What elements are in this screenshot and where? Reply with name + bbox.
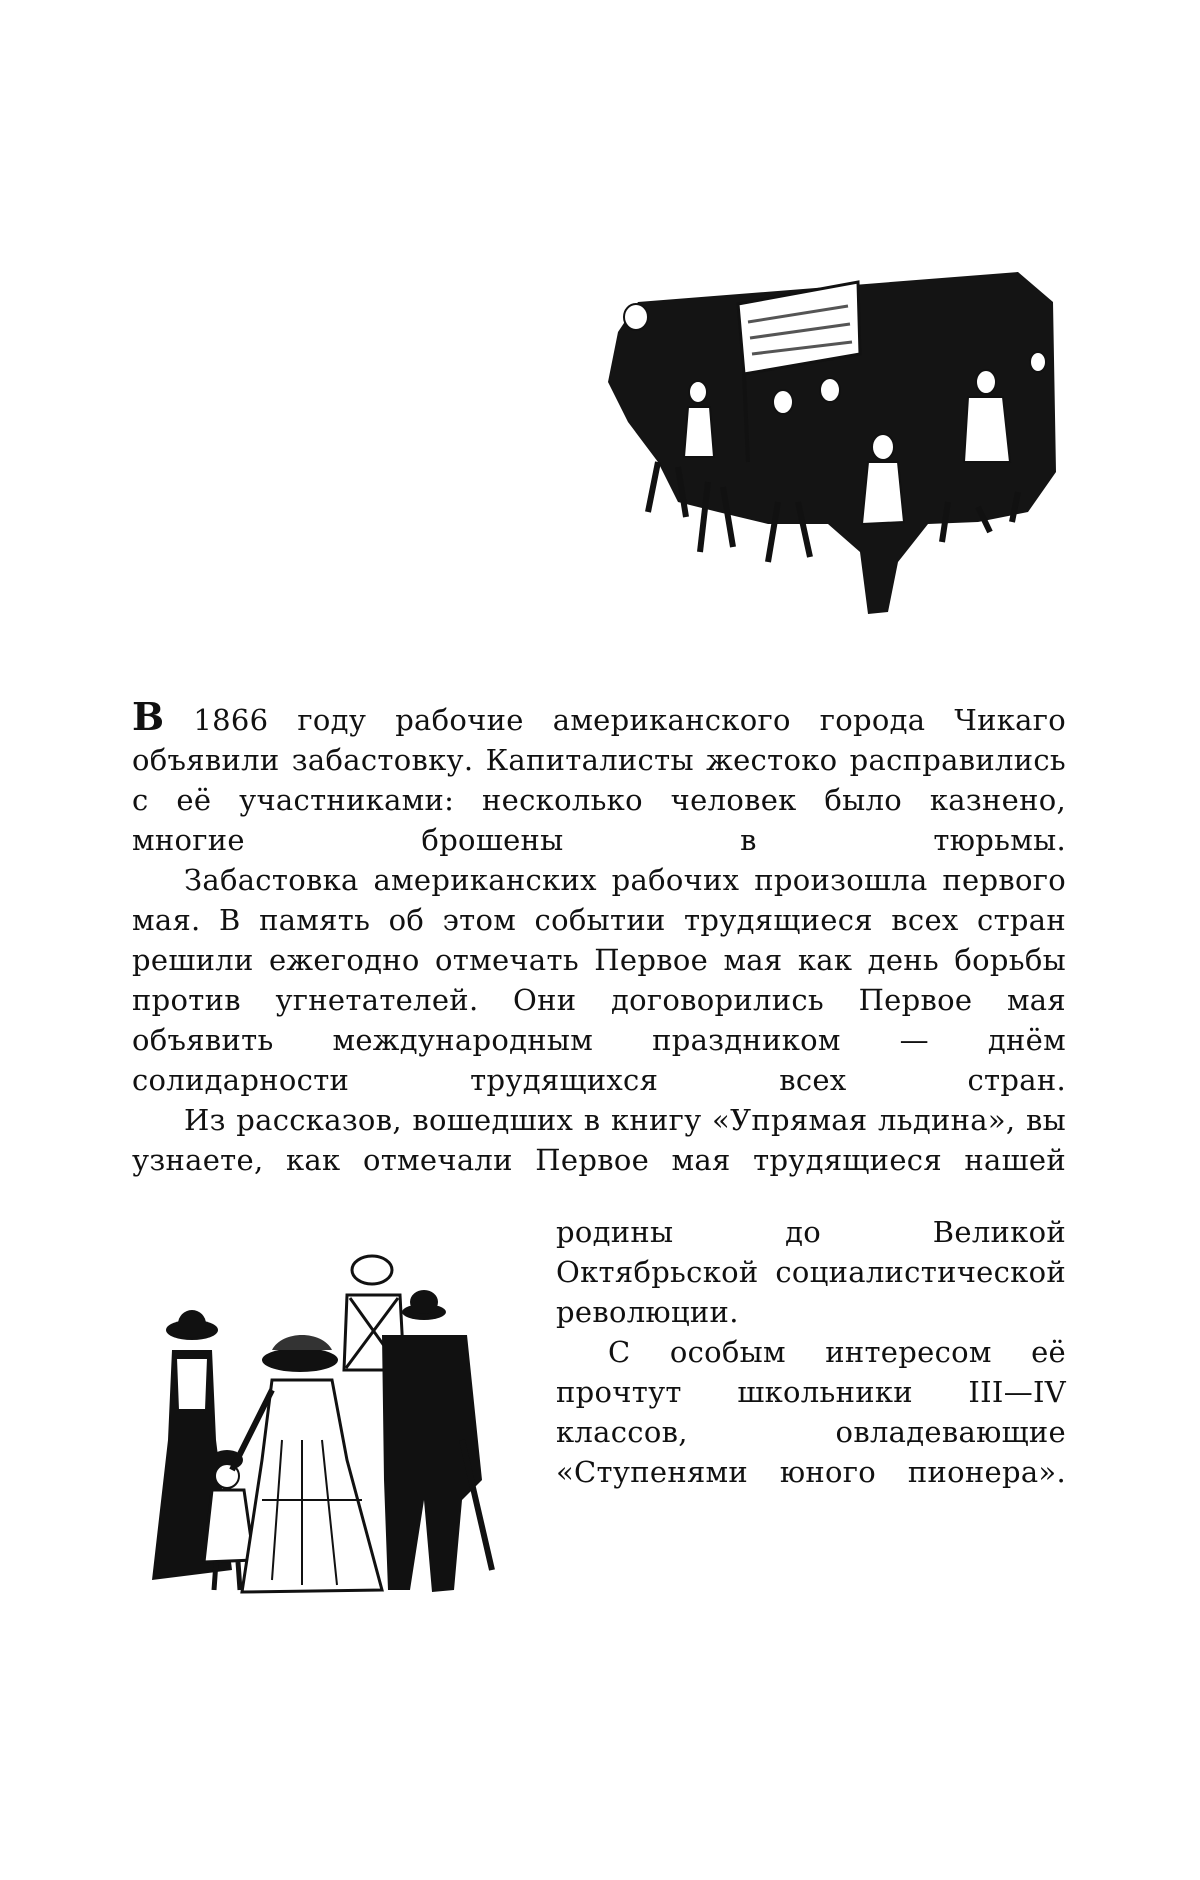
paragraph-4: С особым интересом её прочтут школьники III—IV классов, овладевающие «Ступенями юного пионера».	[556, 1335, 1066, 1489]
paragraph-1	[132, 694, 1066, 860]
paragraph-3-end: родины до Великой Октябрьской социалистической революции.	[556, 1215, 1066, 1329]
main-text	[132, 694, 1066, 1180]
paragraph-3-start: Из рассказов, вошедших в книгу «Упрямая льдина», вы узнаете, как отмечали Первое мая трудящиеся нашей	[132, 1103, 1066, 1177]
paragraph-2: Забастовка американских рабочих произошла первого мая. В память об этом событии трудящиеся всех стран решили ежегодно отмечать Первое мая как день борьбы против угнетателей. Они договорились Первое мая объявить международным праздником — днём солидарности трудящихся всех стран.	[132, 863, 1066, 1097]
family-walking-illustration	[132, 1240, 542, 1618]
side-text	[556, 1212, 1066, 1492]
paragraph-1-text: 1866 году рабочие американского города Чикаго объявили забастовку. Капиталисты жестоко расправились с её участниками: несколько человек было казнено, многие брошены в тюрьмы.	[132, 703, 1066, 857]
drop-cap: В	[132, 694, 165, 739]
crowd-demonstration-illustration	[598, 262, 1060, 624]
